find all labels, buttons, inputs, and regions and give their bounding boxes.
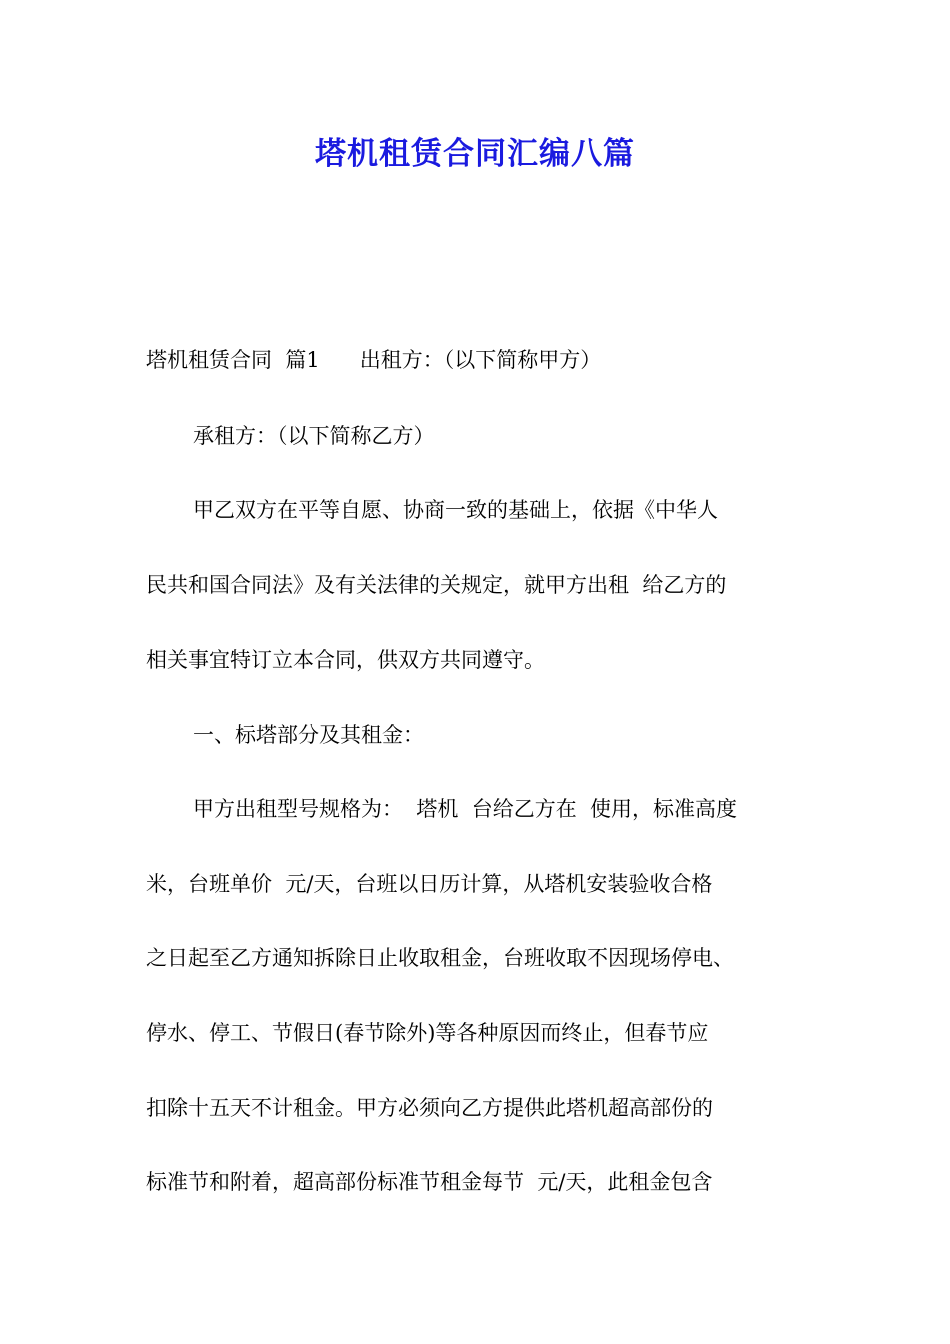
paragraph-line: 甲方出租型号规格为： 塔机 台给乙方在 使用，标准高度 xyxy=(193,797,738,821)
paragraph-line: 相关事宜特订立本合同，供双方共同遵守。 xyxy=(146,648,545,672)
paragraph-line: 之日起至乙方通知拆除日止收取租金，台班收取不因现场停电、 xyxy=(146,946,734,970)
paragraph-line: 民共和国合同法》及有关法律的关规定，就甲方出租 给乙方的 xyxy=(146,573,727,597)
paragraph-line: 米，台班单价 元/天，台班以日历计算，从塔机安装验收合格 xyxy=(146,872,713,896)
document-title: 塔机租赁合同汇编八篇 xyxy=(315,136,635,172)
contract-heading-line: 塔机租赁合同 篇1 出租方：（以下简称甲方） xyxy=(146,348,602,372)
paragraph-line: 甲乙双方在平等自愿、协商一致的基础上，依据《中华人 xyxy=(193,498,718,522)
lessee-line: 承租方：（以下简称乙方） xyxy=(193,424,435,448)
paragraph-line: 标准节和附着，超高部份标准节租金每节 元/天，此租金包含 xyxy=(146,1170,713,1194)
paragraph-line: 停水、停工、节假日(春节除外)等各种原因而终止，但春节应 xyxy=(146,1021,709,1045)
section-heading: 一、标塔部分及其租金： xyxy=(193,723,424,747)
paragraph-line: 扣除十五天不计租金。甲方必须向乙方提供此塔机超高部份的 xyxy=(146,1096,713,1120)
